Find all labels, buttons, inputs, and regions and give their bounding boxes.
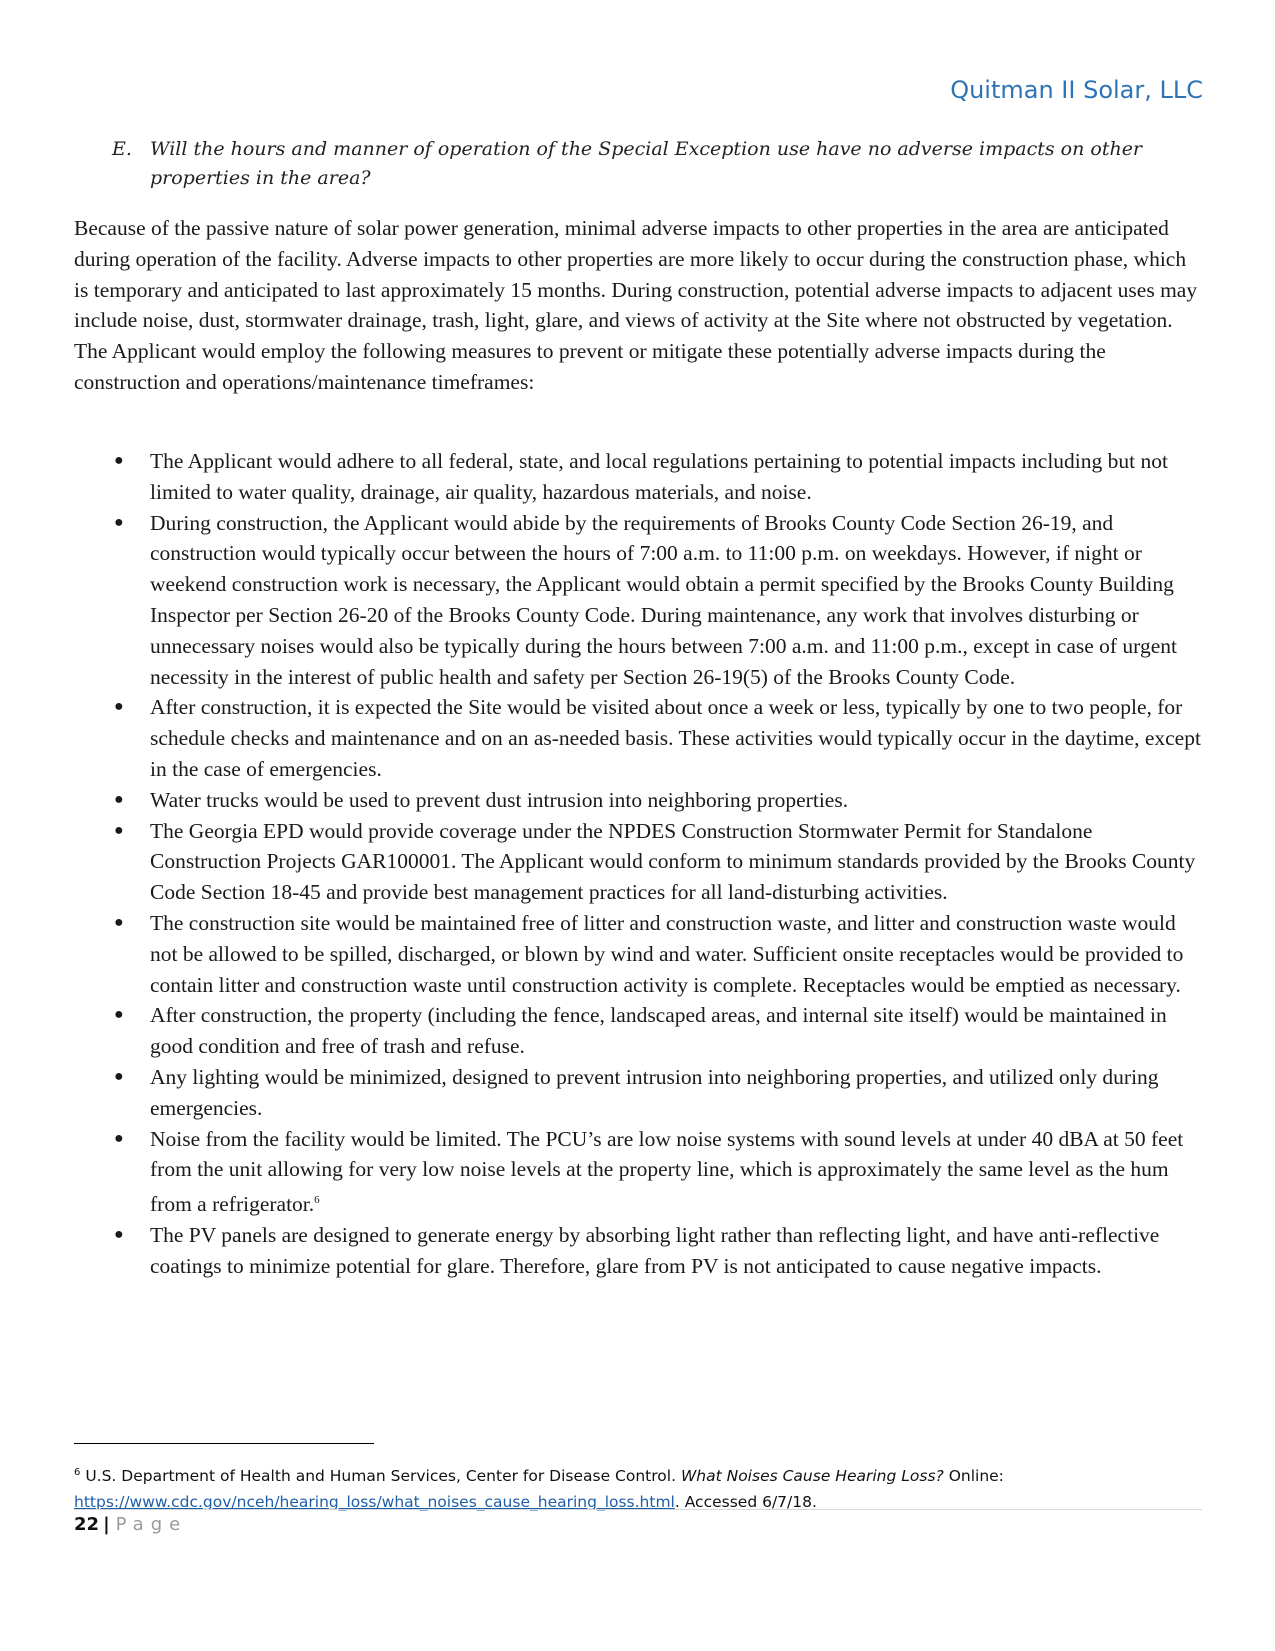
bullet-icon: ●: [114, 1006, 124, 1024]
footnote-divider: [74, 1443, 374, 1444]
footnote-url-link[interactable]: https://www.cdc.gov/nceh/hearing_loss/what_noises_cause_hearing_loss.html: [74, 1493, 675, 1512]
bullet-icon: ●: [114, 698, 124, 716]
footnote-number: 6: [74, 1467, 81, 1478]
list-item: [74, 908, 1204, 1000]
list-item: [74, 446, 1204, 508]
footnote-reference[interactable]: 6: [314, 1194, 320, 1207]
footnote-source: U.S. Department of Health and Human Services, Center for Disease Control.: [85, 1467, 677, 1486]
list-item: [74, 508, 1204, 693]
list-item: [74, 785, 1204, 816]
list-item: [74, 692, 1204, 784]
footnote-online-label: Online:: [948, 1467, 1004, 1486]
bullet-icon: ●: [114, 513, 124, 531]
bullet-icon: ●: [114, 1129, 124, 1147]
list-item: [74, 1000, 1204, 1062]
question-e: [112, 135, 1192, 193]
list-item-text: The Georgia EPD would provide coverage under the NPDES Construction Stormwater Permit for Standalone Construction Projects GAR100001. The Applicant would conform to minimum standards provided by the Brooks County Code Section 18-45 and provide best management practices for all land-disturbing activities.: [150, 818, 1196, 905]
intro-paragraph: Because of the passive nature of solar power generation, minimal adverse impacts to other properties in the area are anticipated during operation of the facility. Adverse impacts to other properties are more likely to occur during the construction phase, which is temporary and anticipated to last approximately 15 months. During construction, potential adverse impacts to adjacent uses may include noise, dust, stormwater drainage, trash, light, glare, and views of activity at the Site where not obstructed by vegetation. The Applicant would employ the following measures to prevent or mitigate these potentially adverse impacts during the construction and operations/maintenance timeframes:: [74, 216, 1198, 394]
list-item-text: Any lighting would be minimized, designed to prevent intrusion into neighboring properties, and utilized only during emergencies.: [150, 1064, 1159, 1120]
page-separator: |: [103, 1514, 110, 1535]
page-label: Page: [115, 1514, 188, 1535]
document-header-company: Quitman II Solar, LLC: [950, 76, 1203, 104]
bullet-icon: ●: [114, 1226, 124, 1244]
list-item: [74, 816, 1204, 908]
list-item-text: Noise from the facility would be limited. The PCU’s are low noise systems with sound levels at under 40 dBA at 50 feet from the unit allowing for very low noise levels at the property line, which is approximately the same level as the hum from a refrigerator.: [150, 1126, 1184, 1217]
page-footer-divider: [74, 1509, 1202, 1510]
page-number: 22: [74, 1514, 100, 1535]
mitigation-measures-list: [74, 446, 1204, 1282]
bullet-icon: ●: [114, 1067, 124, 1085]
list-item-text: The Applicant would adhere to all federal, state, and local regulations pertaining to potential impacts including but not limited to water quality, drainage, air quality, hazardous materials, and noise.: [150, 449, 1168, 504]
list-item-text: The PV panels are designed to generate energy by absorbing light rather than reflecting light, and have anti-reflective coatings to minimize potential for glare. Therefore, glare from PV is not anticipated to cause negative impacts.: [150, 1223, 1160, 1278]
list-item: [74, 1220, 1204, 1282]
list-item: [74, 1062, 1204, 1124]
bullet-icon: ●: [114, 821, 124, 839]
footnote-accessed: . Accessed 6/7/18.: [674, 1493, 817, 1512]
list-item-text: After construction, the property (including the fence, landscaped areas, and internal site itself) would be maintained in good condition and free of trash and refuse.: [150, 1003, 1167, 1059]
question-letter: E.: [112, 138, 132, 160]
page-footer: [74, 1514, 187, 1535]
list-item-text: The construction site would be maintained free of litter and construction waste, and litter and construction waste would not be allowed to be spilled, discharged, or blown by wind and water. Sufficient onsite receptacles would be provided to contain litter and construction waste until construction activity is complete. Receptacles would be emptied as necessary.: [150, 910, 1184, 997]
list-item: [74, 1124, 1204, 1221]
list-item-text: Water trucks would be used to prevent dust intrusion into neighboring properties.: [150, 787, 849, 812]
bullet-icon: ●: [114, 790, 124, 808]
question-text: Will the hours and manner of operation of the Special Exception use have no adverse impacts on other properties in the area?: [150, 138, 1143, 189]
list-item-text: During construction, the Applicant would abide by the requirements of Brooks County Code Section 26-19, and construction would typically occur between the hours of 7:00 a.m. to 11:00 p.m. on weekdays. However, if night or weekend construction work is necessary, the Applicant would obtain a permit specified by the Brooks County Building Inspector per Section 26-20 of the Brooks County Code. During maintenance, any work that involves disturbing or unnecessary noises would also be typically during the hours between 7:00 a.m. and 11:00 p.m., except in case of urgent necessity in the interest of public health and safety per Section 26-19(5) of the Brooks County Code.: [150, 510, 1177, 689]
footnote: [74, 1460, 1214, 1515]
bullet-icon: ●: [114, 452, 124, 469]
footnote-title: What Noises Cause Hearing Loss?: [680, 1467, 944, 1486]
list-item-text: After construction, it is expected the Site would be visited about once a week or less, typically by one to two people, for schedule checks and maintenance and on an as-needed basis. These activities would typically occur in the daytime, except in the case of emergencies.: [150, 695, 1201, 781]
bullet-icon: ●: [114, 913, 124, 931]
